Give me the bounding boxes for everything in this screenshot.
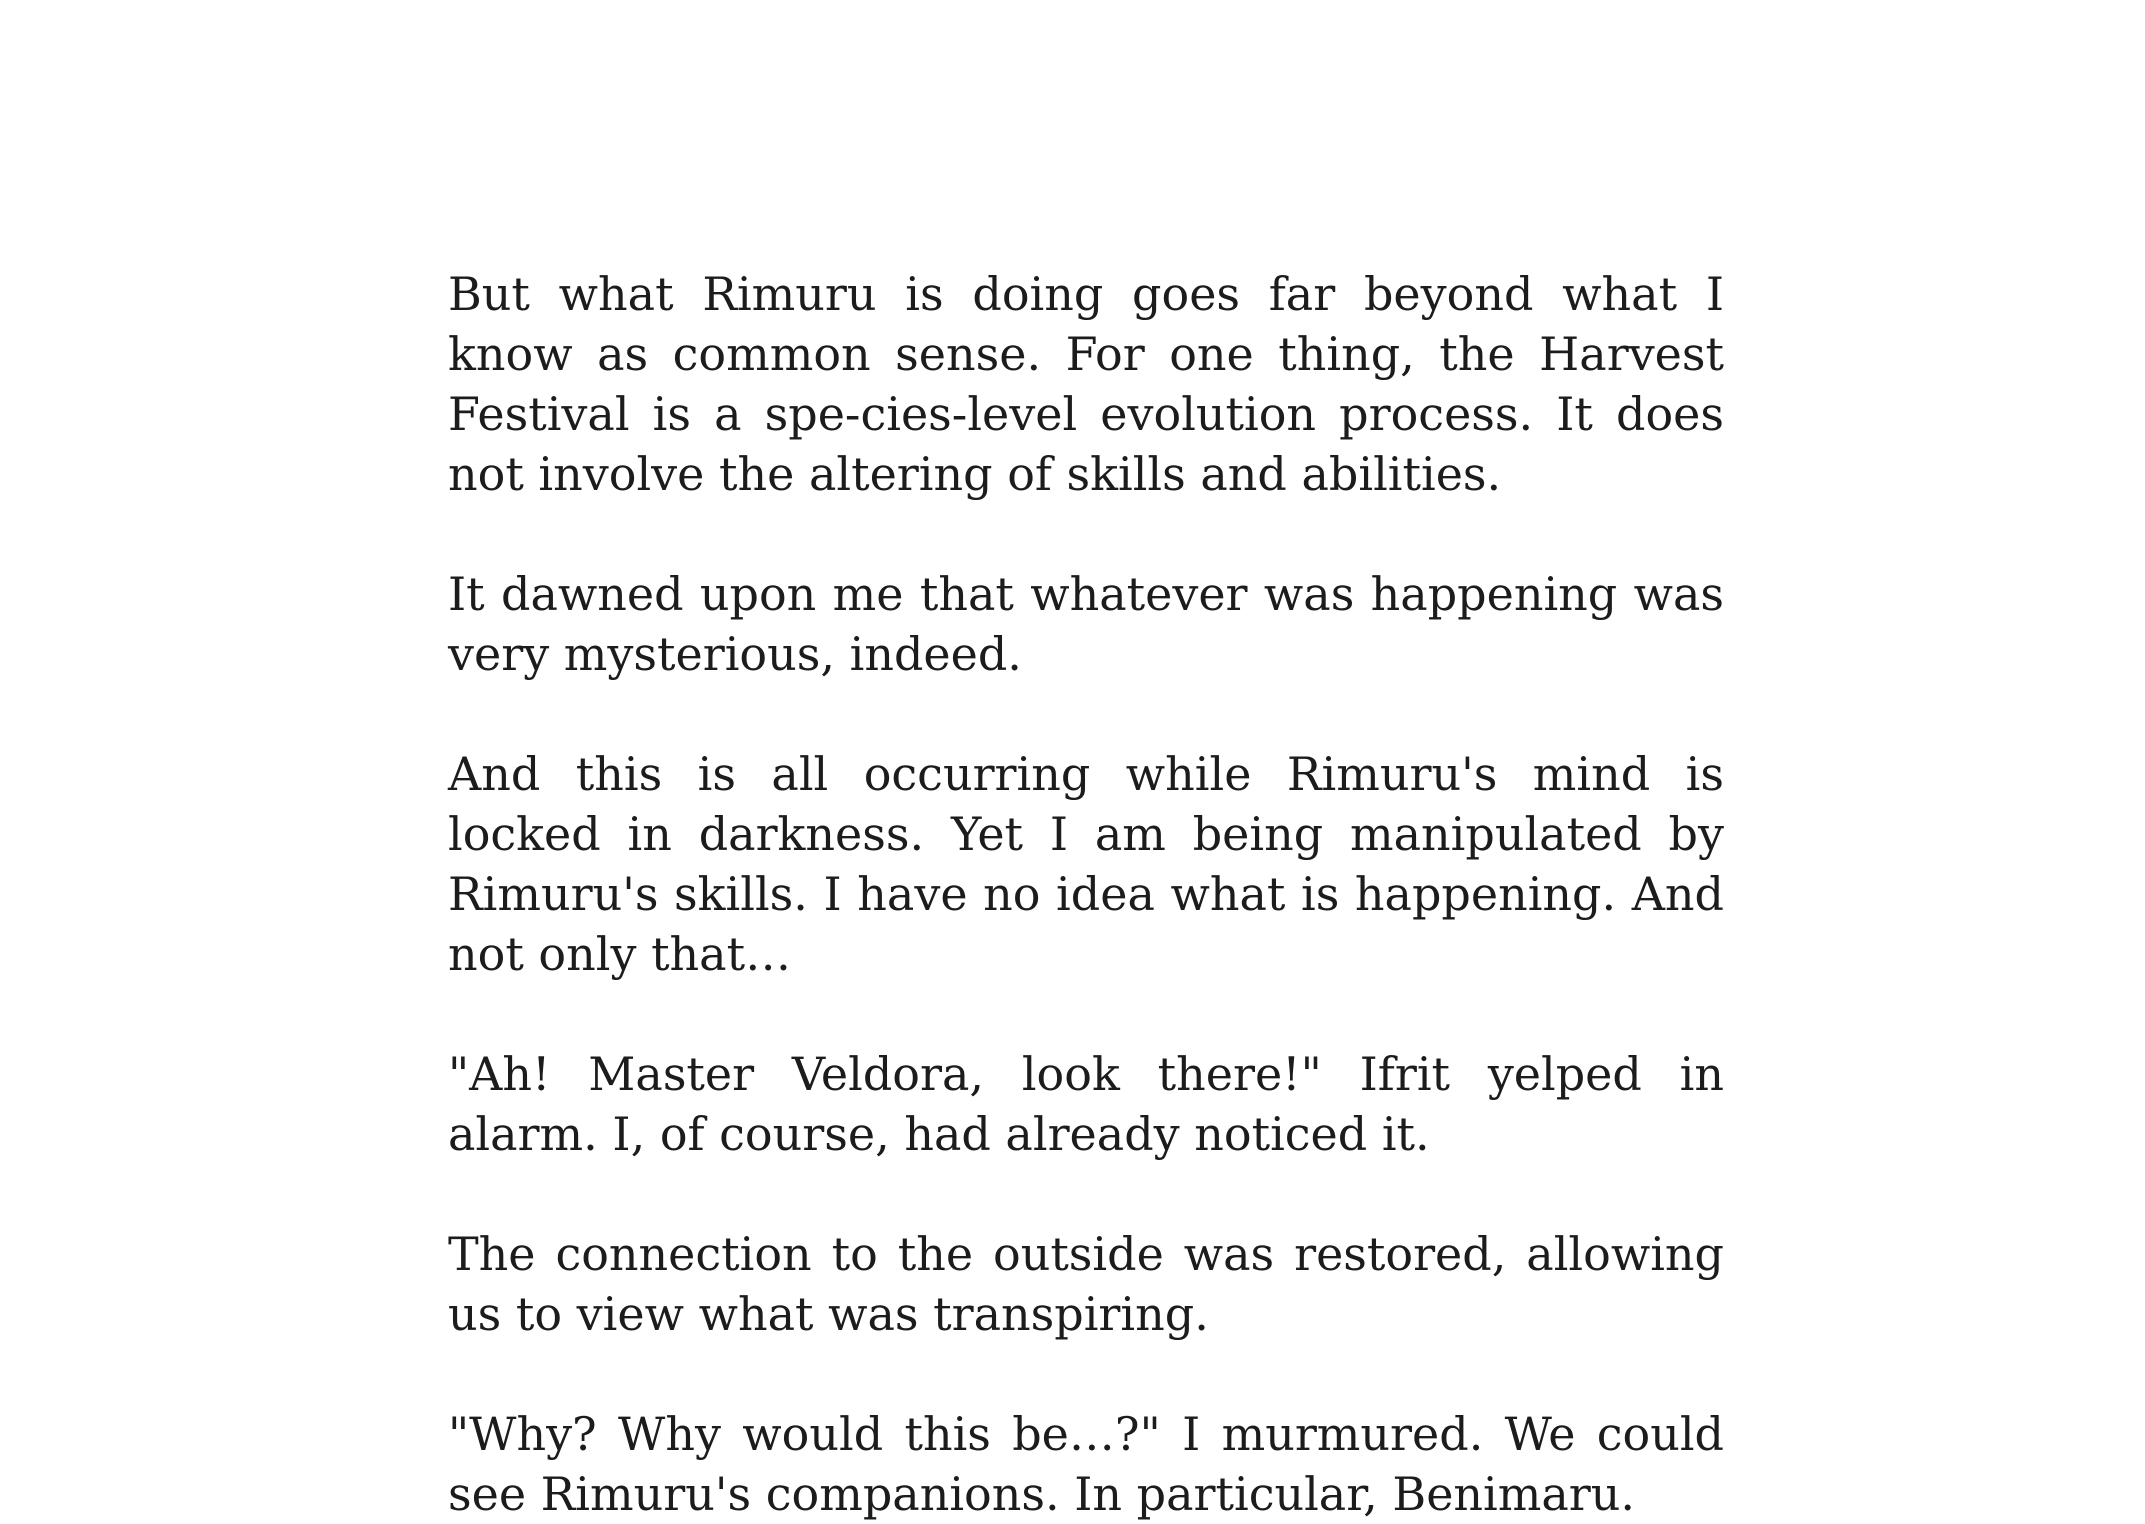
text-body (448, 264, 1724, 1524)
paragraph-6: "Why? Why would this be…?" I murmured. We could see Rimuru's companions. In particular, Benimaru. (448, 1407, 1724, 1521)
paragraph-3: And this is all occurring while Rimuru's mind is locked in darkness. Yet I am being manipulated by Rimuru's skills. I have no idea what is happening. And not only that… (448, 747, 1724, 981)
paragraph-2: It dawned upon me that whatever was happening was very mysterious, indeed. (448, 567, 1724, 681)
paragraph-5: The connection to the outside was restored, allowing us to view what was transpiring. (448, 1227, 1724, 1341)
paragraph-1: But what Rimuru is doing goes far beyond what I know as common sense. For one thing, the Harvest Festival is a spe-cies-level evolution process. It does not involve the altering of skills and abilities. (448, 267, 1724, 501)
paragraph-4: "Ah! Master Veldora, look there!" Ifrit yelped in alarm. I, of course, had already noticed it. (448, 1047, 1724, 1161)
